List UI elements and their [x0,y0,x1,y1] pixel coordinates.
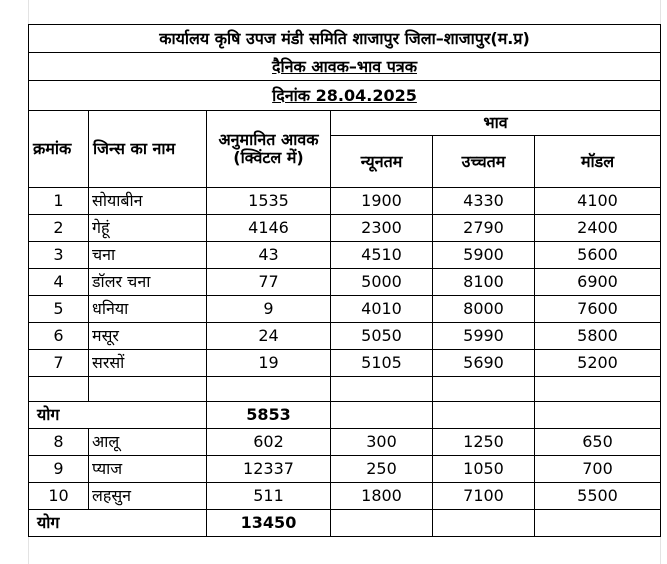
min-price-cell: 4510 [331,242,433,269]
serial-cell: 8 [29,429,89,456]
serial-cell: 7 [29,350,89,377]
commodity-name-cell: गेहूं [89,215,207,242]
table-row [29,456,661,483]
arrival-cell: 4146 [207,215,331,242]
report-date: दिनांक 28.04.2025 [29,81,661,111]
commodity-name-cell: मसूर [89,323,207,350]
arrival-cell: 24 [207,323,331,350]
col-header-serial: क्रमांक [29,111,89,188]
arrival-cell: 77 [207,269,331,296]
total-label: योग [29,510,207,537]
empty-cell [207,377,331,402]
max-price-cell: 7100 [433,483,535,510]
serial-cell: 1 [29,188,89,215]
min-price-cell: 300 [331,429,433,456]
commodity-name-cell: लहसुन [89,483,207,510]
table-row [29,188,661,215]
commodity-name-cell: सरसों [89,350,207,377]
min-price-cell: 1800 [331,483,433,510]
serial-cell: 9 [29,456,89,483]
col-header-commodity: जिन्स का नाम [89,111,207,188]
mandi-arrival-price-table [28,24,661,537]
table-row [29,350,661,377]
empty-cell [535,402,661,429]
total-value: 5853 [207,402,331,429]
col-header-max: उच्चतम [433,136,535,188]
serial-cell: 10 [29,483,89,510]
arrival-cell: 511 [207,483,331,510]
modal-price-cell: 5800 [535,323,661,350]
empty-cell [29,377,89,402]
office-title: कार्यालय कृषि उपज मंडी समिति शाजापुर जिला–शाजापुर(म.प्र) [29,25,661,53]
table-row [29,242,661,269]
empty-cell [331,402,433,429]
empty-cell [331,377,433,402]
arrival-cell: 43 [207,242,331,269]
col-header-arrival: अनुमानित आवक (क्विंटल में) [207,111,331,188]
max-price-cell: 5900 [433,242,535,269]
arrival-cell: 12337 [207,456,331,483]
total-row [29,402,661,429]
commodity-name-cell: प्याज [89,456,207,483]
arrival-cell: 9 [207,296,331,323]
min-price-cell: 5105 [331,350,433,377]
arrival-cell: 1535 [207,188,331,215]
report-title: दैनिक आवक–भाव पत्रक [29,53,661,81]
total-value: 13450 [207,510,331,537]
total-row [29,510,661,537]
commodity-name-cell: डॉलर चना [89,269,207,296]
empty-row [29,377,661,402]
total-label: योग [29,402,207,429]
col-header-modal: मॉडल [535,136,661,188]
serial-cell: 4 [29,269,89,296]
min-price-cell: 5050 [331,323,433,350]
arrival-cell: 19 [207,350,331,377]
commodity-name-cell: चना [89,242,207,269]
commodity-name-cell: आलू [89,429,207,456]
modal-price-cell: 4100 [535,188,661,215]
serial-cell: 3 [29,242,89,269]
table-row [29,269,661,296]
empty-cell [433,377,535,402]
empty-cell [535,377,661,402]
table-row [29,296,661,323]
min-price-cell: 5000 [331,269,433,296]
commodity-name-cell: सोयाबीन [89,188,207,215]
max-price-cell: 8100 [433,269,535,296]
serial-cell: 5 [29,296,89,323]
max-price-cell: 4330 [433,188,535,215]
table-row [29,215,661,242]
serial-cell: 2 [29,215,89,242]
max-price-cell: 5990 [433,323,535,350]
empty-cell [433,402,535,429]
modal-price-cell: 5200 [535,350,661,377]
empty-cell [89,377,207,402]
modal-price-cell: 2400 [535,215,661,242]
max-price-cell: 1250 [433,429,535,456]
table-row [29,429,661,456]
arrival-cell: 602 [207,429,331,456]
modal-price-cell: 7600 [535,296,661,323]
commodity-name-cell: धनिया [89,296,207,323]
min-price-cell: 2300 [331,215,433,242]
col-header-price-group: भाव [331,111,661,136]
max-price-cell: 2790 [433,215,535,242]
max-price-cell: 8000 [433,296,535,323]
min-price-cell: 250 [331,456,433,483]
min-price-cell: 1900 [331,188,433,215]
modal-price-cell: 650 [535,429,661,456]
col-header-min: न्यूनतम [331,136,433,188]
serial-cell: 6 [29,323,89,350]
modal-price-cell: 6900 [535,269,661,296]
max-price-cell: 1050 [433,456,535,483]
modal-price-cell: 5600 [535,242,661,269]
empty-cell [433,510,535,537]
table-row [29,323,661,350]
min-price-cell: 4010 [331,296,433,323]
max-price-cell: 5690 [433,350,535,377]
modal-price-cell: 700 [535,456,661,483]
table-row [29,483,661,510]
empty-cell [331,510,433,537]
empty-cell [535,510,661,537]
modal-price-cell: 5500 [535,483,661,510]
